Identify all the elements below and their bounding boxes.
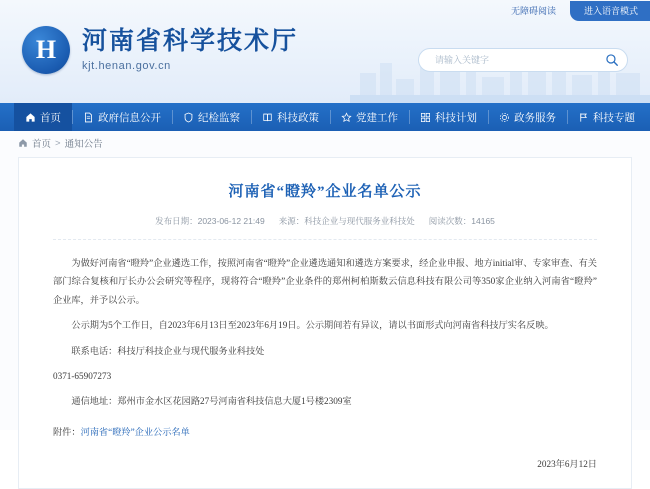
breadcrumb-item-home[interactable]: 首页	[32, 139, 52, 150]
nav-label: 政府信息公开	[98, 111, 161, 124]
breadcrumb	[0, 131, 650, 155]
brand-text	[82, 28, 298, 72]
attachment-link[interactable]: 河南省“瞪羚”企业公示名单	[80, 426, 190, 437]
star-icon	[341, 112, 352, 123]
attachment-label: 附件：	[53, 426, 81, 437]
nav-label: 党建工作	[356, 111, 398, 124]
nav-label: 科技政策	[277, 111, 319, 124]
home-icon	[25, 112, 36, 123]
nav-label: 科技计划	[435, 111, 477, 124]
article-paragraph: 为做好河南省“瞪羚”企业遴选工作，按照河南省“瞪羚”企业遴选通知和遴选方案要求，经企业申报、地方initial审、专家审查、有关部门综合复核和厅长办公会研究等程序，现将符合“瞪羚”企业条件的郑州柯柏斯数云信息科技有限公司等350家企业纳入河南省“瞪羚”企业库，并予以公示。	[53, 258, 597, 305]
nav-item-government-info[interactable]	[72, 103, 172, 131]
top-utility-bar	[501, 0, 650, 22]
nav-item-tech-policy[interactable]	[251, 103, 330, 131]
nav-item-government-service[interactable]	[488, 103, 567, 131]
gear-icon	[499, 112, 510, 123]
shield-icon	[183, 112, 194, 123]
attachment-row	[53, 423, 597, 441]
grid-icon	[420, 112, 431, 123]
article-paragraph: 联系电话：科技厅科技企业与现代服务业科技处	[71, 345, 265, 356]
nav-item-party-building[interactable]	[330, 103, 409, 131]
article-paragraph-address: 通信地址：郑州市金水区花园路27号河南省科技信息大厦1号楼2309室	[71, 396, 352, 407]
nav-item-home[interactable]	[14, 103, 72, 131]
nav-item-tech-plan[interactable]	[409, 103, 488, 131]
nav-item-discipline-inspection[interactable]	[172, 103, 251, 131]
book-icon	[262, 112, 273, 123]
nav-item-tech-topics[interactable]	[567, 103, 646, 131]
breadcrumb-item-notice[interactable]: 通知公告	[64, 139, 103, 150]
nav-label: 首页	[40, 111, 61, 124]
publish-date: 发布日期：2023-06-12 21:49	[155, 216, 265, 226]
article-card	[18, 157, 632, 489]
search-icon[interactable]	[605, 53, 619, 67]
nav-label: 政务服务	[514, 111, 556, 124]
article-paragraph-phone: 0371-65907273	[53, 371, 112, 382]
sign-date: 2023年6月12日	[537, 459, 597, 470]
site-brand[interactable]	[22, 26, 298, 74]
nav-label: 纪检监察	[198, 111, 240, 124]
document-icon	[83, 112, 94, 123]
site-domain: kjt.henan.gov.cn	[82, 59, 171, 72]
flag-icon	[578, 112, 589, 123]
page-title: 河南省“瞪羚”企业名单公示	[228, 184, 422, 200]
accessibility-link[interactable]: 无障碍阅读	[510, 6, 556, 16]
search-box[interactable]	[418, 48, 628, 72]
site-name: 河南省科学技术厅	[82, 28, 299, 56]
nav-label: 科技专题	[593, 111, 635, 124]
article-paragraph: 公示期为5个工作日，自2023年6月13日至2023年6月19日。公示期间若有异议，请以书面形式向河南省科技厅实名反映。	[71, 320, 554, 331]
breadcrumb-separator: >	[55, 137, 61, 149]
site-logo	[22, 26, 70, 74]
article-meta	[53, 215, 597, 240]
article-source: 来源：科技企业与现代服务业科技处	[278, 216, 415, 226]
view-count: 阅读次数：14165	[428, 216, 495, 226]
article-body	[53, 240, 597, 474]
main-nav	[0, 103, 650, 131]
search-input[interactable]	[433, 54, 605, 66]
site-header	[0, 0, 650, 103]
home-icon	[18, 138, 28, 148]
voice-mode-button[interactable]: 进入语音模式	[570, 1, 650, 21]
